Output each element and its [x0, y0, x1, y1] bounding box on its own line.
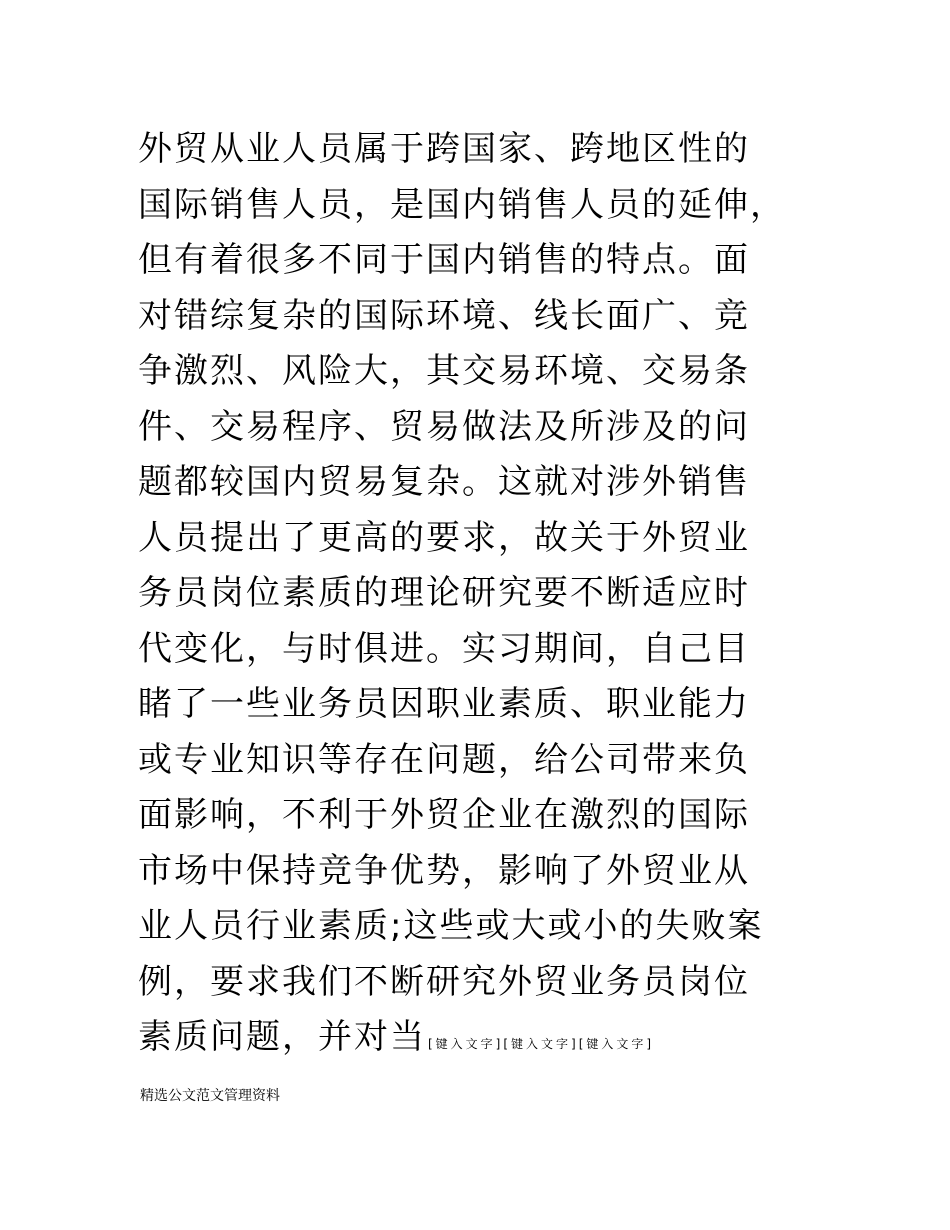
text-line: 务员岗位素质的理论研究要不断适应时 — [138, 573, 750, 613]
page-footer: 精选公文范文管理资料 — [140, 1088, 280, 1104]
header-placeholder-right[interactable]: [键入文字] — [578, 1037, 655, 1051]
text-line: 件、交易程序、贸易做法及所涉及的问 — [138, 406, 750, 447]
last-line-text: 素质问题，并对当 — [138, 1017, 426, 1057]
text-line: 但有着很多不同于国内销售的特点。面 — [138, 240, 750, 280]
text-line-last — [138, 1010, 818, 1066]
text-line: 睹了一些业务员因职业素质、职业能力 — [138, 684, 750, 724]
text-line: 人员提出了更高的要求，故关于外贸业 — [138, 517, 750, 558]
text-line: 业人员行业素质;这些或大或小的失败案 — [138, 906, 764, 946]
header-placeholder-group — [428, 1010, 654, 1073]
header-placeholder-center[interactable]: [键入文字] — [503, 1037, 579, 1051]
text-line: 对错综复杂的国际环境、线长面广、竞 — [138, 295, 750, 336]
text-line: 国际销售人员，是国内销售人员的延伸， — [138, 184, 786, 225]
text-line: 面影响，不利于外贸企业在激烈的国际 — [138, 795, 750, 835]
text-line: 外贸从业人员属于跨国家、跨地区性的 — [138, 129, 750, 169]
text-line: 题都较国内贸易复杂。这就对涉外销售 — [138, 462, 750, 502]
text-line: 例，要求我们不断研究外贸业务员岗位 — [138, 961, 750, 1002]
text-line: 代变化，与时俱进。实习期间，自己目 — [138, 628, 750, 669]
text-line: 或专业知识等存在问题，给公司带来负 — [138, 739, 750, 780]
header-placeholder-left[interactable]: [键入文字] — [428, 1037, 504, 1051]
text-line: 争激烈、风险大，其交易环境、交易条 — [138, 351, 750, 391]
body-text — [138, 122, 818, 1066]
text-line: 市场中保持竞争优势，影响了外贸业从 — [138, 850, 750, 891]
